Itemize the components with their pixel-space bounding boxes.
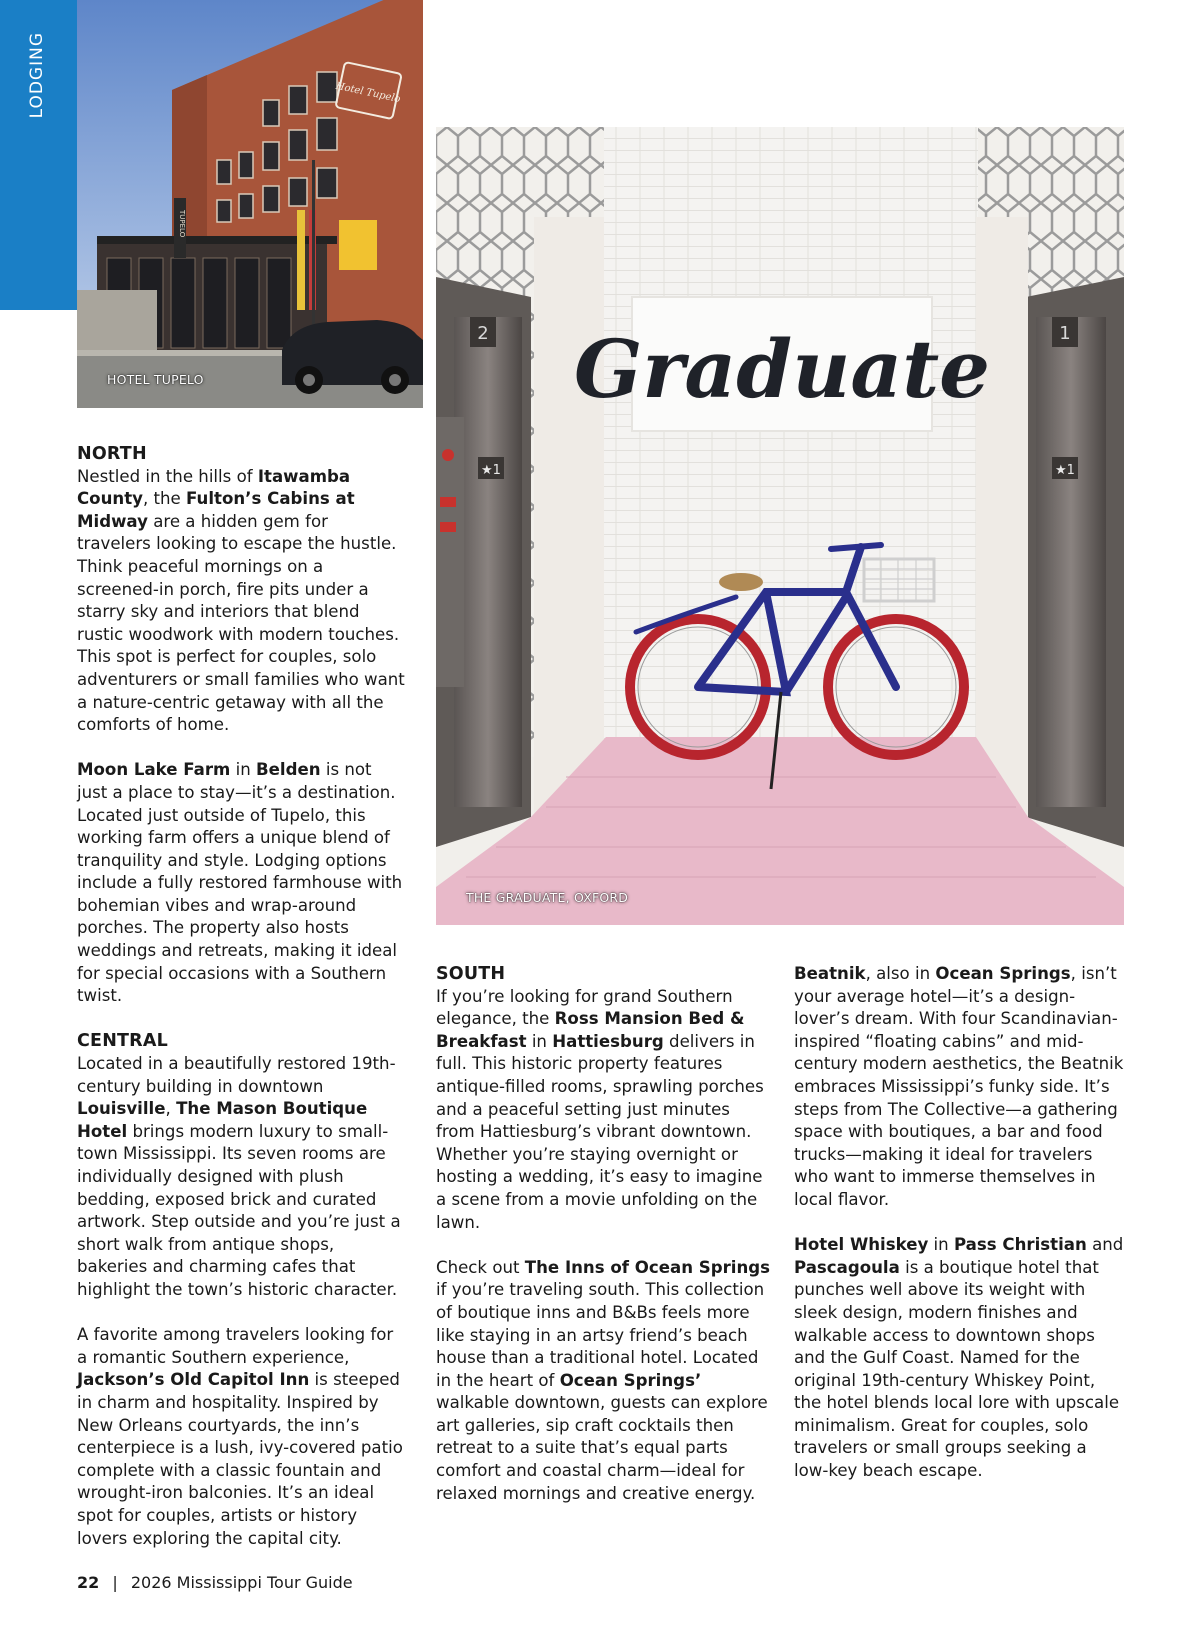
bold-name: Pass Christian: [953, 1235, 1087, 1255]
left-elevator-floor: 2: [477, 323, 489, 344]
graduate-sign: Graduate: [573, 322, 991, 416]
bold-name: Ocean Springs’: [559, 1370, 702, 1390]
bold-name: Fulton’s Cabins at Midway: [77, 489, 355, 531]
text-run: is a boutique hotel that punches well above its weight with sleek design, modern finishes and walkable access to downtown shops and the Gulf Coast. Named for the original 19th-century Whiskey Point, the hotel blends local lore with upscale minimalism. Great for couples, solo travelers or small groups seeking a low-key beach escape.: [794, 1257, 1120, 1481]
text-run: ,: [165, 1099, 177, 1119]
bold-name: Hotel Whiskey: [794, 1235, 929, 1255]
text-run: , also in: [865, 964, 936, 983]
bold-name: Jackson’s Old Capitol Inn: [77, 1370, 310, 1390]
central-paragraph-2: [77, 1324, 407, 1550]
central-paragraph-1: [77, 1053, 407, 1302]
north-heading: NORTH: [77, 444, 147, 464]
text-run: in: [230, 760, 257, 780]
text-run: is steeped in charm and hospitality. Inspired by New Orleans courtyards, the inn’s centerpiece is a lush, ivy-covered patio complete with a classic fountain and wrought-iron balconies. It’s an ideal spot for couples, artists or history lovers exploring the capital city.: [77, 1370, 403, 1548]
text-run: Nestled in the hills of: [77, 466, 258, 486]
bold-name: Louisville: [77, 1099, 166, 1119]
bold-name: Belden: [256, 760, 321, 780]
bold-name: Hattiesburg: [552, 1031, 664, 1051]
hotel-tupelo-photo: [77, 0, 423, 408]
column-north-central: [77, 443, 407, 1573]
column-south-continued: [794, 963, 1124, 1505]
south-paragraph-1: [436, 986, 771, 1235]
page-number: 22: [77, 1573, 100, 1592]
section-tab: [0, 0, 77, 310]
left-elevator-star: ★1: [481, 463, 501, 478]
north-paragraph-1: [77, 466, 407, 737]
bold-name: The Inns of Ocean Springs: [524, 1257, 771, 1277]
bold-name: Moon Lake Farm: [77, 760, 231, 780]
text-run: are a hidden gem for travelers looking to escape the hustle. Think peaceful mornings on a screened-in porch, fire pits under a starry sky and interiors that blend rustic woodwork with modern touches. This spot is perfect for couples, solo adventurers or small families who want a nature-centric getaway with all the comforts of home.: [77, 511, 405, 735]
bold-name: Beatnik: [794, 964, 866, 983]
hotel-tupelo-caption: HOTEL TUPELO: [107, 372, 204, 387]
bold-name: Ross Mansion Bed & Breakfast: [436, 1009, 745, 1051]
bold-name: Pascagoula: [794, 1257, 900, 1277]
graduate-caption: THE GRADUATE, OXFORD: [466, 890, 629, 905]
tupelo-building-sign: Hotel Tupelo: [334, 80, 402, 106]
text-run: if you’re traveling south. This collection of boutique inns and B&Bs feels more like staying in an artsy friend’s beach house than a traditional hotel. Located in the heart of: [436, 1280, 765, 1390]
column-south: [436, 963, 771, 1528]
beatnik-paragraph: [794, 963, 1124, 1212]
bold-name: The Mason Boutique Hotel: [77, 1099, 368, 1141]
text-run: in: [526, 1031, 553, 1051]
graduate-oxford-photo: [436, 127, 1124, 925]
footer-separator: |: [112, 1573, 118, 1592]
text-run: Check out: [436, 1257, 525, 1277]
publication-name: 2026 Mississippi Tour Guide: [130, 1573, 353, 1592]
right-elevator-star: ★1: [1055, 463, 1075, 478]
section-tab-label: LODGING: [27, 32, 47, 119]
text-run: , isn’t your average hotel—it’s a design-lover’s dream. With four Scandinavian-inspired “floating cabins” and mid-century modern aesthetics, the Beatnik embraces Mississippi’s funky side. It’s steps from The Collective—a gathering space with boutiques, a bar and food trucks—making it ideal for travelers who want to immerse themselves in local flavor.: [794, 964, 1124, 1209]
text-run: A favorite among travelers looking for a romantic Southern experience,: [77, 1325, 394, 1367]
text-run: is not just a place to stay—it’s a destination. Located just outside of Tupelo, this working farm offers a unique blend of tranquility and style. Lodging options include a fully restored farmhouse with bohemian vibes and wrap-around porches. The property also hosts weddings and retreats, making it ideal for special occasions with a Southern twist.: [77, 760, 403, 1006]
bold-name: Itawamba County: [77, 466, 351, 509]
south-paragraph-2: [436, 1257, 771, 1506]
page-footer: [77, 1573, 353, 1592]
right-elevator-floor: 1: [1059, 323, 1071, 344]
text-run: and: [1086, 1235, 1124, 1255]
north-paragraph-2: [77, 759, 407, 1008]
central-heading: CENTRAL: [77, 1031, 168, 1052]
text-run: If you’re looking for grand Southern elegance, the: [436, 986, 733, 1029]
text-run: in: [928, 1235, 954, 1255]
tupelo-vertical-sign: TUPELO: [178, 210, 186, 238]
text-run: , the: [142, 489, 187, 509]
hotel-whiskey-paragraph: [794, 1234, 1124, 1483]
bold-name: Ocean Springs: [935, 964, 1071, 983]
south-heading: SOUTH: [436, 964, 506, 984]
text-run: brings modern luxury to small-town Mississippi. Its seven rooms are individually designed with plush bedding, exposed brick and curated artwork. Step outside and you’re just a short walk from antique shops, bakeries and charming cafes that highlight the town’s historic character.: [77, 1121, 401, 1299]
text-run: walkable downtown, guests can explore art galleries, sip craft cocktails then retreat to a suite that’s equal parts comfort and coastal charm—ideal for relaxed mornings and creative energy.: [436, 1393, 768, 1503]
text-run: delivers in full. This historic property features antique-filled rooms, sprawling porches and a peaceful setting just minutes from Hattiesburg’s vibrant downtown. Whether you’re staying overnight or hosting a wedding, it’s easy to imagine a scene from a movie unfolding on the lawn.: [436, 1031, 764, 1232]
text-run: Located in a beautifully restored 19th-century building in downtown: [77, 1054, 396, 1096]
